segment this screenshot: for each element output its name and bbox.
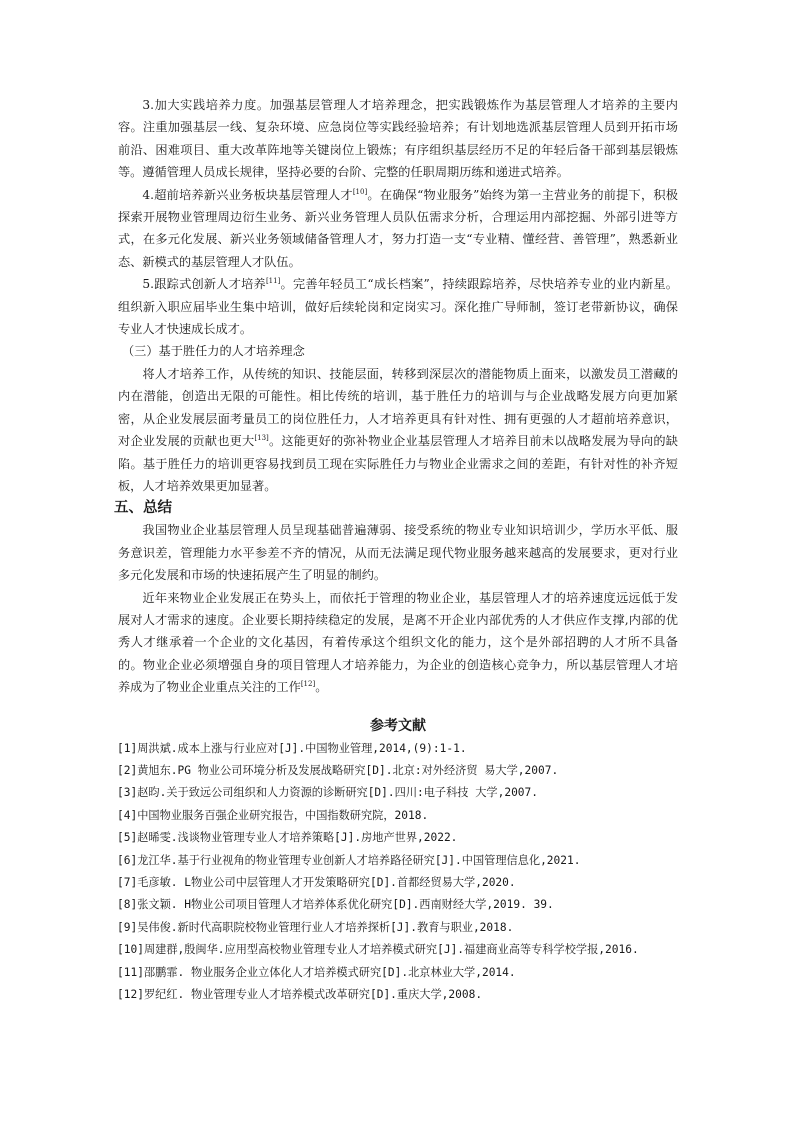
reference-item: [11]邵鹏霏. 物业服务企业立体化人才培养模式研究[D].北京林业大学,2014. <box>117 965 516 979</box>
practice-text: 加强基层管理人才培养理念，把实践锻炼作为基层管理人才培养的主要内容。注重加强基层一线、复杂环境、应急岗位等实践经验培养；有计划地选派基层管理人员到开拓市场前沿、困难项目、重大改革阵地等关键岗位上锻炼；有序组织基层经历不足的年轻后备干部到基层锻炼等。遵循管理人员成长规律，坚持必要的台阶、完整的任职周期历练和递进式培养。 <box>118 98 678 180</box>
summary-text-2-end: 。 <box>315 680 328 695</box>
paragraph-track <box>118 273 678 340</box>
paragraph-practice <box>118 94 678 184</box>
citation-13: [13] <box>254 434 269 443</box>
reference-item: [3]赵昀.关于致远公司组织和人力资源的诊断研究[D].四川:电子科技 大学,2007. <box>117 786 539 800</box>
page-content <box>114 94 678 1006</box>
reference-item: [10]周建群,殷闽华.应用型高校物业管理专业人才培养模式研究[J].福建商业高等专科学校学报,2016. <box>117 943 639 957</box>
citation-10: [10] <box>352 187 368 196</box>
practice-heading: 3.加大实践培养力度。 <box>142 98 270 112</box>
section-heading: 五、总结 <box>114 500 172 517</box>
reference-item: [5]赵晞雯.浅谈物业管理专业人才培养策略[J].房地产世界,2022. <box>117 831 458 845</box>
competency-text-2: 。这能更好的弥补物业企业基层管理人才培养目前未以战略发展为导向的缺陷。基于胜任力的培训更容易找到员工现在实际胜任力与物业企业需求之间的差距，有针对性的补齐短板，人才培养效果更加显著。 <box>118 434 678 493</box>
references-title: 参考文献 <box>370 717 426 734</box>
reference-item: [2]黄旭东.PG 物业公司环境分析及发展战略研究[D].北京:对外经济贸 易大学,2007. <box>117 763 559 777</box>
paragraph-summary-1: 我国物业企业基层管理人员呈现基础普遍薄弱、接受系统的物业专业知识培训少，学历水平低、服务意识差，管理能力水平参差不齐的情况，从而无法满足现代物业服务越来越高的发展要求，更对行业多元化发展和市场的快速拓展产生了明显的制约。 <box>118 523 678 583</box>
paragraph-advance <box>118 184 678 274</box>
citation-12: [12] <box>300 680 316 689</box>
reference-item: [8]张文颖. H物业公司项目管理人才培养体系优化研究[D].西南财经大学,2019. 39. <box>117 898 554 912</box>
reference-item: [9]吴伟俊.新时代高职院校物业管理行业人才培养探析[J].教育与职业,2018. <box>117 920 514 934</box>
reference-item: [7]毛彦敏. L物业公司中层管理人才开发策略研究[D].首都经贸易大学,2020. <box>117 876 516 889</box>
citation-11: [11] <box>265 277 281 286</box>
reference-item: [1]周洪斌.成本上涨与行业应对[J].中国物业管理,2014,(9):1-1. <box>117 741 467 755</box>
summary-text-2: 近年来物业企业发展正在势头上，而依托于管理的物业企业，基层管理人才的培养速度远远低于发展对人才需求的速度。企业要长期持续稳定的发展，是离不开企业内部优秀的人才供应作支撑,内部的优秀人才继承着一个企业的文化基因，有着传承这个组织文化的能力，这个是外部招聘的人才所不具备的。物业企业必须增强自身的项目管理人才培养能力，为企业的创造核心竞争力，所以基层管理人才培养成为了物业企业重点关注的工作 <box>118 590 678 695</box>
paragraph-summary-2 <box>118 587 678 699</box>
reference-list <box>118 738 678 1007</box>
advance-text: 。在确保“物业服务”始终为第一主营业务的前提下，积极探索开展物业管理周边衍生业务、新兴业务管理人员队伍需求分析，合理运用内部挖掘、外部引进等方式，在多元化发展、新兴业务领域储备管理人才，努力打造一支“专业精、懂经营、善管理”，熟悉新业态、新模式的基层管理人才队伍。 <box>118 187 678 269</box>
subsection-heading: （三）基于胜任力的人才培养理念 <box>122 344 305 359</box>
paragraph-competency <box>118 363 678 497</box>
track-text: 。完善年轻员工“成长档案”，持续跟踪培养，尽快培养专业的业内新星。组织新入职应届毕业生集中培训，做好后续轮岗和定岗实习。深化推广导师制，签订老带新协议，确保专业人才快速成长成才。 <box>118 277 678 337</box>
competency-text-1: 将人才培养工作，从传统的知识、技能层面，转移到深层次的潜能物质上面来，以激发员工潜藏的内在潜能，创造出无限的可能性。相比传统的培训，基于胜任力的培训与与企业战略发展方向更加紧密，从企业发展层面考量员工的岗位胜任力，人才培养更具有针对性、拥有更强的人才超前培养意识，对企业发展的贡献也更大 <box>118 366 678 449</box>
advance-heading: 4.超前培养新兴业务板块基层管理人才 <box>142 187 353 202</box>
track-heading: 5.跟踪式创新人才培养 <box>142 277 266 292</box>
reference-item: [4]中国物业服务百强企业研究报告，中国指数研究院，2018. <box>117 808 429 822</box>
reference-item: [12]罗纪红. 物业管理专业人才培养模式改革研究[D].重庆大学,2008. <box>117 988 483 1002</box>
reference-item: [6]龙江华.基于行业视角的物业管理专业创新人才培养路径研究[J].中国管理信息化,2021. <box>117 853 581 867</box>
